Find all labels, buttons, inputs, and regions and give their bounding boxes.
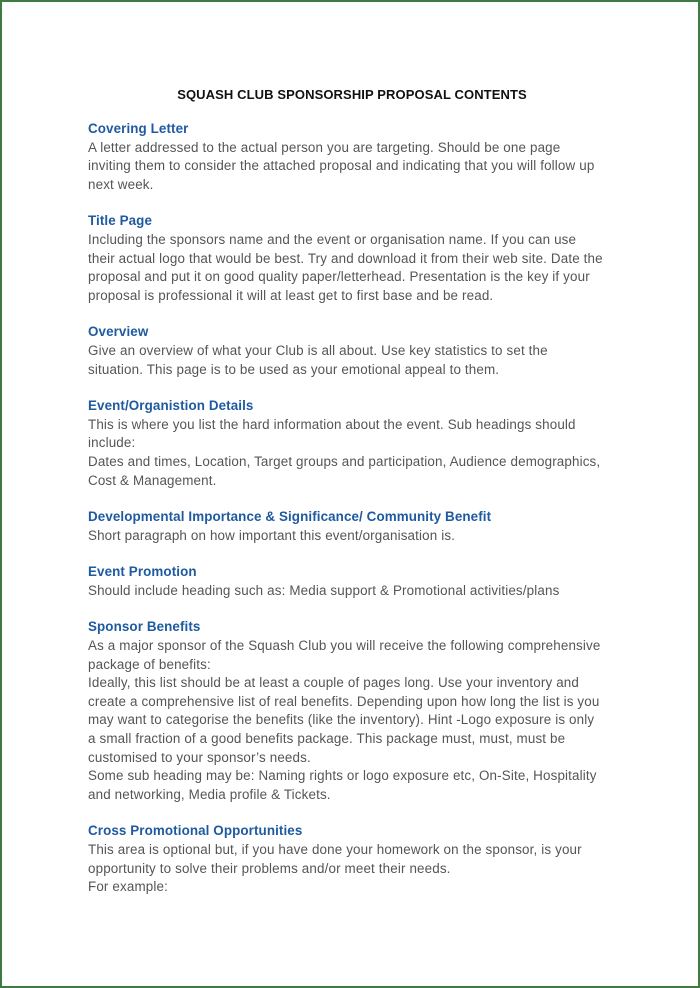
paragraph-line: create a comprehensive list of real benefits. Depending upon how long the list is you bbox=[88, 693, 600, 709]
paragraph-line: Dates and times, Location, Target groups and participation, Audience demographics, bbox=[88, 453, 601, 469]
section-heading: Cross Promotional Opportunities bbox=[88, 823, 303, 839]
section-sponsor-benefits bbox=[88, 618, 628, 804]
section-overview bbox=[88, 323, 628, 379]
paragraph-line: proposal and put it on good quality paper/letterhead. Presentation is the key if your bbox=[88, 269, 590, 285]
section-title-page bbox=[88, 212, 628, 305]
paragraph-line: Short paragraph on how important this event/organisation is. bbox=[88, 527, 456, 543]
paragraph-line: next week. bbox=[88, 176, 154, 192]
document-title: SQUASH CLUB SPONSORSHIP PROPOSAL CONTENTS bbox=[177, 87, 527, 102]
paragraph-line: For example: bbox=[88, 879, 168, 895]
section-heading: Developmental Importance & Significance/ Community Benefit bbox=[88, 509, 492, 525]
section-heading: Title Page bbox=[88, 213, 153, 229]
paragraph-line: situation. This page is to be used as your emotional appeal to them. bbox=[88, 361, 500, 377]
section-heading: Event Promotion bbox=[88, 564, 197, 580]
paragraph-line: a small fraction of a good benefits package. This package must, must, must be bbox=[88, 731, 566, 747]
section-heading: Sponsor Benefits bbox=[88, 619, 201, 635]
paragraph-line: Some sub heading may be: Naming rights or logo exposure etc, On-Site, Hospitality bbox=[88, 768, 597, 784]
section-event-promotion bbox=[88, 563, 628, 600]
section-developmental-importance-significance-community-benefit bbox=[88, 508, 628, 545]
paragraph-line: include: bbox=[88, 435, 136, 451]
section-paragraph bbox=[88, 582, 628, 601]
section-paragraph bbox=[88, 637, 628, 804]
paragraph-line: This area is optional but, if you have done your homework on the sponsor, is your bbox=[88, 842, 582, 857]
section-event-organistion-details bbox=[88, 397, 628, 490]
section-heading: Overview bbox=[88, 324, 149, 340]
paragraph-line: customised to your sponsor’s needs. bbox=[88, 749, 311, 765]
section-heading: Event/Organistion Details bbox=[88, 398, 254, 414]
section-paragraph bbox=[88, 841, 628, 897]
paragraph-line: Including the sponsors name and the event or organisation name. If you can use bbox=[88, 231, 577, 247]
section-paragraph bbox=[88, 231, 628, 305]
section-paragraph bbox=[88, 416, 628, 490]
paragraph-line: may want to categorise the benefits (like the inventory). Hint -Logo exposure is only bbox=[88, 712, 595, 728]
paragraph-line: This is where you list the hard information about the event. Sub headings should bbox=[88, 416, 576, 432]
paragraph-line: inviting them to consider the attached proposal and indicating that you will follow up bbox=[88, 158, 595, 174]
paragraph-line: their actual logo that would be best. Try and download it from their web site. Date the bbox=[88, 250, 603, 266]
paragraph-line: Should include heading such as: Media support & Promotional activities/plans bbox=[88, 582, 560, 598]
section-paragraph bbox=[88, 342, 628, 379]
section-paragraph bbox=[88, 139, 628, 195]
section-covering-letter bbox=[88, 120, 628, 194]
paragraph-line: As a major sponsor of the Squash Club you will receive the following comprehensive bbox=[88, 638, 601, 654]
document-body bbox=[88, 120, 628, 915]
paragraph-line: Ideally, this list should be at least a couple of pages long. Use your inventory and bbox=[88, 675, 579, 691]
paragraph-line: and networking, Media profile & Tickets. bbox=[88, 786, 331, 802]
paragraph-line: Cost & Management. bbox=[88, 472, 217, 488]
paragraph-line: A letter addressed to the actual person you are targeting. Should be one page bbox=[88, 139, 561, 155]
paragraph-line: opportunity to solve their problems and/or meet their needs. bbox=[88, 860, 451, 876]
paragraph-line: proposal is professional it will at least get to first base and be read. bbox=[88, 287, 494, 303]
section-cross-promotional-opportunities bbox=[88, 822, 628, 896]
paragraph-line: package of benefits: bbox=[88, 656, 211, 672]
section-heading: Covering Letter bbox=[88, 121, 189, 136]
paragraph-line: Give an overview of what your Club is all about. Use key statistics to set the bbox=[88, 342, 548, 358]
section-paragraph bbox=[88, 527, 628, 546]
